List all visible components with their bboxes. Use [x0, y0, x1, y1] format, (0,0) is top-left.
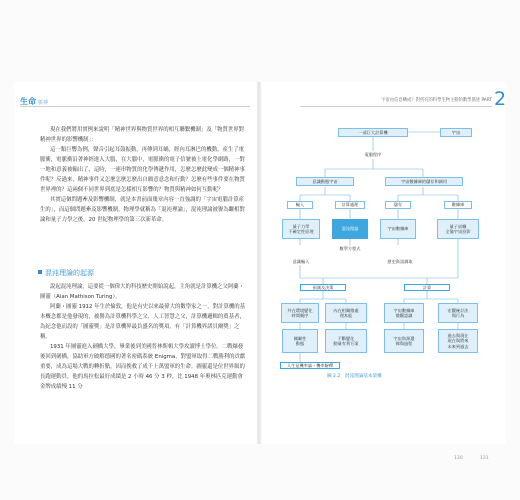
box-quantum-uncertainty: 量子力學 不確定性原理: [282, 219, 320, 239]
label-math-equation: 數學方程式: [330, 245, 370, 252]
paragraph: 1931 年圖靈進入劍橋大學，畢業後到美國普林斯頓大學攻讀博士學位。二戰爆發後回到劍橋，協助軍方破解德國的著名密碼系統 Enigma，對盟軍取得二戰勝利的貢獻重要，成為這場大戰的轉折點，因而挽救了成千上萬盟軍的生命。圖靈還是位世界級的長跑運動員，他的馬拉松最好成績是 2 小時 46 分 3 秒，比 1948 年奧林匹克運動會金牌成績慢 11 分: [40, 344, 246, 390]
box-universe: 宇宙: [440, 128, 472, 137]
box-environment-change: 外在環境變化 時間順序: [281, 303, 319, 323]
box-correlation: 關聯性 動態: [282, 329, 318, 353]
box-input: 輸入: [287, 201, 313, 209]
paragraph: 阿蘭・圖靈 1912 年生於倫敦，他是有史以來最偉大的數學家之一，對計算機的基本概念都是他發現的，被譽為計算機科學之父，人工智慧之父，計算機邏輯的奠基者，為紀念他而設的「圖靈獎」是計算機界最負盛名的獎項，有「計算機界諾貝爾獎」之稱。: [40, 304, 246, 340]
part-number: 2: [494, 88, 507, 110]
left-header-sub: 脈搏: [38, 100, 49, 106]
left-header-title: 生命: [20, 97, 36, 106]
paragraph: 現在我們將用實例來說明「精神世界與物質世界的相互聯繫機制」及「物質世界對精神世界的影響機制」：: [40, 127, 245, 143]
box-giant-computer: 一部巨大計算機: [338, 128, 408, 137]
box-macro-statistics: 宏觀統計法 與行為: [438, 303, 478, 323]
box-database-storage: 宇宙數據庫的儲存和調用: [385, 177, 463, 186]
box-probability-life: 人生是機率論・機率解釋: [280, 362, 340, 369]
section-heading-text: 混沌理論的起源: [45, 269, 94, 277]
box-database: 數據庫: [444, 201, 472, 209]
right-header-text: 宇宙由信息構成？對所有的科學生物主動的數學描述 PART: [381, 98, 492, 103]
paragraph: 說起混沌理論，這要從一個偉大的科技歷史開始說起，主角就是計算機之父阿蘭・圖靈（Alan Mathison Turing）。: [40, 284, 245, 300]
box-prediction-decision: 預測及決策: [300, 284, 346, 291]
paragraph: 這一類巨響為例，聲音引起耳鼓振動，再傳到耳蝸，經內耳淋巴的機動，產生了電脈衝，電脈衝沿著神經進入大腦，在大腦中，電脈衝的電子信號被上電化學網路，一對一地和意義被輸出了，這時，一連串物質的化學傳遞作用，怎麼怎麼此變成一個精神事件呢？反過來，精神事件又怎麼怎麼怎麼出自願意意念和行動？怎麼有些事件要在物質世界裡的？這兩個不同世界到底是怎樣相互影響的？物質與精神如何互動呢？: [40, 147, 245, 193]
label-conscious-input: 意識輸入: [284, 258, 318, 265]
box-storage: 儲存: [385, 201, 411, 209]
label-history-retrieval: 歷史資訊調取: [378, 258, 422, 265]
paragraph: 其實這個問題牽及影響機制，就是本書前面幾章內容一直強調的「宇宙電腦計算產生的」，而這個問題牽及影響機制，物理學就稱為「混沌理論」，混沌理論被譽為繼相對論和量子力學之後，20 世紀物理學的第三次新革命。: [40, 197, 245, 223]
figure-caption: 圖 2.2 混沌理論基本架構: [327, 374, 382, 379]
box-quantum-entanglement: 量子糾纏 全像宇宙投影: [437, 219, 479, 239]
box-universe-database: 宇宙數據庫: [380, 219, 416, 239]
box-time-loop: 過去與現在 現在與將來 未來到過去: [438, 329, 478, 353]
box-calculation: 計算: [404, 284, 450, 291]
box-chaos-theory: 混沌理論: [332, 219, 368, 239]
box-resource-selection: 宇宙資源選 擇與過程: [384, 329, 424, 353]
box-database-micro: 宇宙數據庫 微觀認識: [384, 303, 424, 323]
box-internal-processing: 內在相關微處 理本能: [325, 303, 367, 323]
box-computation: 計算處理: [335, 201, 365, 209]
page-number-left: 130: [454, 456, 463, 461]
box-conscious-universe: 意識動態宇宙: [296, 177, 354, 186]
label-computer-program: 電腦程序: [353, 151, 393, 159]
box-momentum-plan: 不斷變化 動量有利方案: [325, 329, 367, 353]
page-number-right: 131: [480, 456, 489, 461]
